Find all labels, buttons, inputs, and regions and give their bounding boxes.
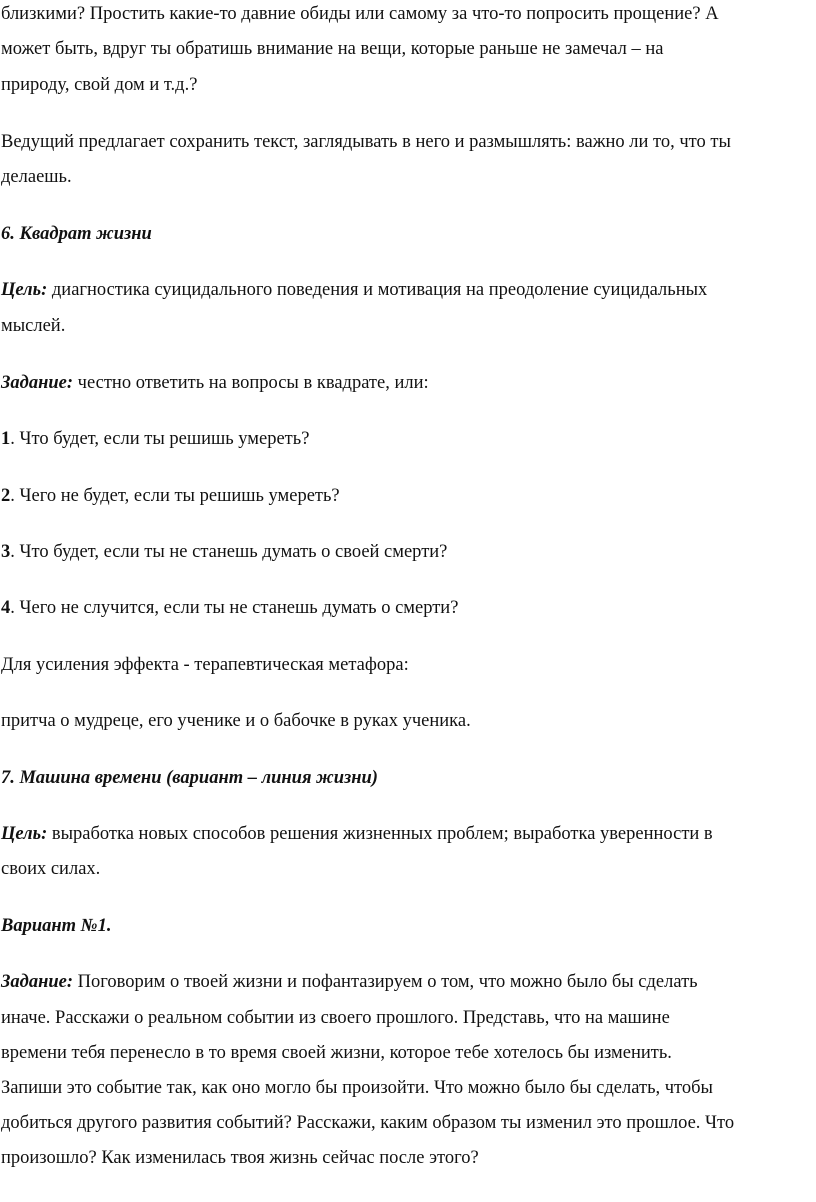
task-line-5: добиться другого развития событий? Расскажи, каким образом ты изменил это прошлое. Что	[1, 1113, 735, 1133]
question-text: . Чего не будет, если ты решишь умереть?	[10, 486, 340, 506]
question-text: . Что будет, если ты решишь умереть?	[10, 429, 310, 449]
goal-text: диагностика суицидального поведения и мотивация на преодоление суицидальных	[47, 280, 708, 300]
section-6-heading: 6. Квадрат жизни	[1, 224, 152, 244]
question-1	[1, 428, 309, 450]
question-number: 2	[1, 486, 11, 506]
question-number: 1	[1, 429, 11, 449]
goal-text: выработка новых способов решения жизненных проблем; выработка уверенности в	[47, 824, 713, 844]
section-7-heading: 7. Машина времени (вариант – линия жизни)	[1, 768, 378, 788]
task-label: Задание:	[1, 972, 74, 992]
section-6-goal-line-2: мыслей.	[1, 316, 66, 336]
section-6-task	[1, 372, 429, 394]
task-line-4: Запиши это событие так, как оно могло бы произойти. Что можно было бы сделать, чтобы	[1, 1078, 713, 1098]
goal-label: Цель:	[1, 824, 48, 844]
task-line-2: иначе. Расскажи о реальном событии из своего прошлого. Представь, что на машине	[1, 1008, 670, 1028]
intro-line-1: близкими? Простить какие-то давние обиды или самому за что-то попросить прощение? А	[1, 4, 719, 24]
question-4	[1, 597, 458, 619]
question-3	[1, 541, 447, 563]
section-7-goal-line-2: своих силах.	[1, 859, 101, 879]
intro-line-3: природу, свой дом и т.д.?	[1, 75, 198, 95]
variant-heading: Вариант №1.	[1, 916, 112, 936]
question-number: 4	[1, 598, 11, 618]
section-7-task	[1, 971, 698, 993]
host-line-1: Ведущий предлагает сохранить текст, заглядывать в него и размышлять: важно ли то, что ты	[1, 132, 731, 152]
section-6-goal	[1, 279, 707, 301]
host-line-2: делаешь.	[1, 167, 72, 187]
task-line-3: времени тебя перенесло в то время своей жизни, которое тебе хотелось бы изменить.	[1, 1043, 672, 1063]
question-text: . Что будет, если ты не станешь думать о своей смерти?	[10, 542, 448, 562]
task-line-6: произошло? Как изменилась твоя жизнь сейчас после этого?	[1, 1148, 479, 1168]
task-label: Задание:	[1, 373, 74, 393]
goal-label: Цель:	[1, 280, 48, 300]
intro-line-2: может быть, вдруг ты обратишь внимание на вещи, которые раньше не замечал – на	[1, 39, 664, 59]
effect-text: Для усиления эффекта - терапевтическая метафора:	[1, 655, 409, 675]
parable-text: притча о мудреце, его ученике и о бабочке в руках ученика.	[1, 711, 471, 731]
question-number: 3	[1, 542, 11, 562]
section-7-goal	[1, 823, 713, 845]
question-text: . Чего не случится, если ты не станешь думать о смерти?	[10, 598, 459, 618]
question-2	[1, 485, 340, 507]
task-text: честно ответить на вопросы в квадрате, или:	[73, 373, 429, 393]
task-text: Поговорим о твоей жизни и пофантазируем о том, что можно было бы сделать	[73, 972, 698, 992]
